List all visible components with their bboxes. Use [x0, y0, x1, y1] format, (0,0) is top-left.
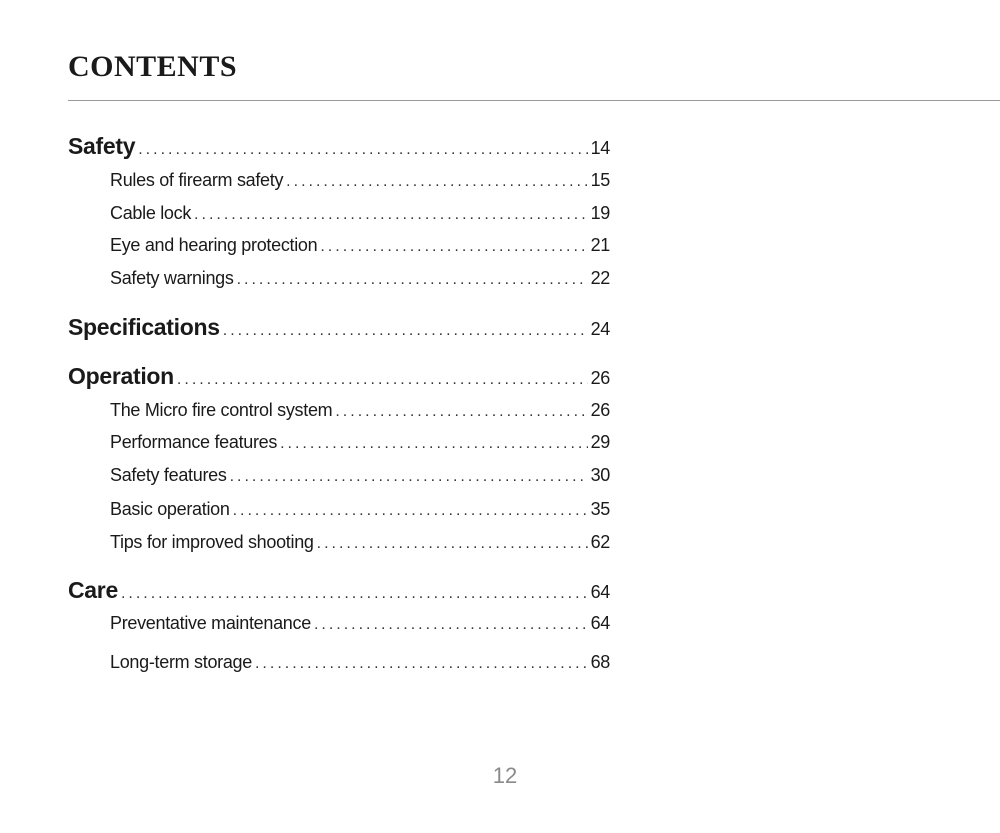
dot-leader	[194, 199, 588, 231]
dot-leader	[177, 364, 588, 396]
toc-item-label: Rules of firearm safety	[110, 170, 284, 190]
dot-leader	[317, 528, 588, 560]
dot-leader	[230, 461, 588, 493]
toc-item-label: Cable lock	[110, 203, 192, 223]
toc-item-label: Basic operation	[110, 499, 230, 519]
toc-entry-rules-of-firearm-safety[interactable]	[110, 164, 610, 196]
toc-entry-micro-fire-control-system[interactable]	[110, 394, 610, 426]
toc-page-number: 26	[590, 400, 610, 420]
toc-entry-safety[interactable]	[68, 130, 610, 162]
toc-page-number: 35	[590, 499, 610, 519]
page-number: 12	[492, 763, 518, 788]
dot-leader	[314, 609, 588, 641]
toc-item-label: Long-term storage	[110, 652, 252, 672]
toc-page-number: 62	[590, 532, 610, 552]
toc-entry-operation[interactable]	[68, 360, 610, 392]
toc-section-title: Specifications	[68, 314, 220, 340]
toc-page-number: 19	[590, 203, 610, 223]
dot-leader	[237, 264, 588, 296]
toc-entry-cable-lock[interactable]	[110, 197, 610, 229]
toc-page-number: 22	[590, 268, 610, 288]
toc-entry-preventative-maintenance[interactable]	[110, 607, 610, 639]
toc-page-number: 30	[590, 465, 610, 485]
toc-page-number: 68	[590, 652, 610, 672]
toc-item-label: Safety warnings	[110, 268, 234, 288]
toc-page-number: 21	[590, 235, 610, 255]
toc-section-title: Care	[68, 577, 118, 603]
toc-item-label: The Micro fire control system	[110, 400, 333, 420]
toc-entry-long-term-storage[interactable]	[110, 646, 610, 678]
dot-leader	[280, 428, 587, 460]
toc-entry-eye-and-hearing-protection[interactable]	[110, 229, 610, 261]
toc-page-number: 14	[590, 138, 610, 158]
toc-page-number: 24	[590, 319, 610, 339]
toc-entry-tips-for-improved-shooting[interactable]	[110, 526, 610, 558]
toc-entry-basic-operation[interactable]	[110, 493, 610, 525]
toc-item-label: Performance features	[110, 432, 278, 452]
contents-heading: CONTENTS	[68, 50, 238, 83]
toc-item-label: Eye and hearing protection	[110, 235, 318, 255]
dot-leader	[320, 231, 587, 263]
toc-entry-safety-features[interactable]	[110, 459, 610, 491]
toc-page-number: 15	[590, 170, 610, 190]
dot-leader	[138, 134, 587, 166]
toc-entry-care[interactable]	[68, 574, 610, 606]
toc-page-number: 26	[590, 368, 610, 388]
toc-section-title: Operation	[68, 363, 174, 389]
toc-page-number: 29	[590, 432, 610, 452]
dot-leader	[233, 495, 588, 527]
toc-page-number: 64	[590, 582, 610, 602]
dot-leader	[335, 396, 587, 428]
toc-item-label: Tips for improved shooting	[110, 532, 314, 552]
toc-item-label: Preventative maintenance	[110, 613, 311, 633]
toc-entry-performance-features[interactable]	[110, 426, 610, 458]
dot-leader	[286, 166, 587, 198]
toc-page-number: 64	[590, 613, 610, 633]
toc-entry-specifications[interactable]	[68, 311, 610, 343]
dot-leader	[255, 648, 588, 680]
toc-item-label: Safety features	[110, 465, 227, 485]
toc-section-title: Safety	[68, 133, 136, 159]
toc-entry-safety-warnings[interactable]	[110, 262, 610, 294]
dot-leader	[121, 578, 588, 610]
dot-leader	[223, 315, 588, 347]
